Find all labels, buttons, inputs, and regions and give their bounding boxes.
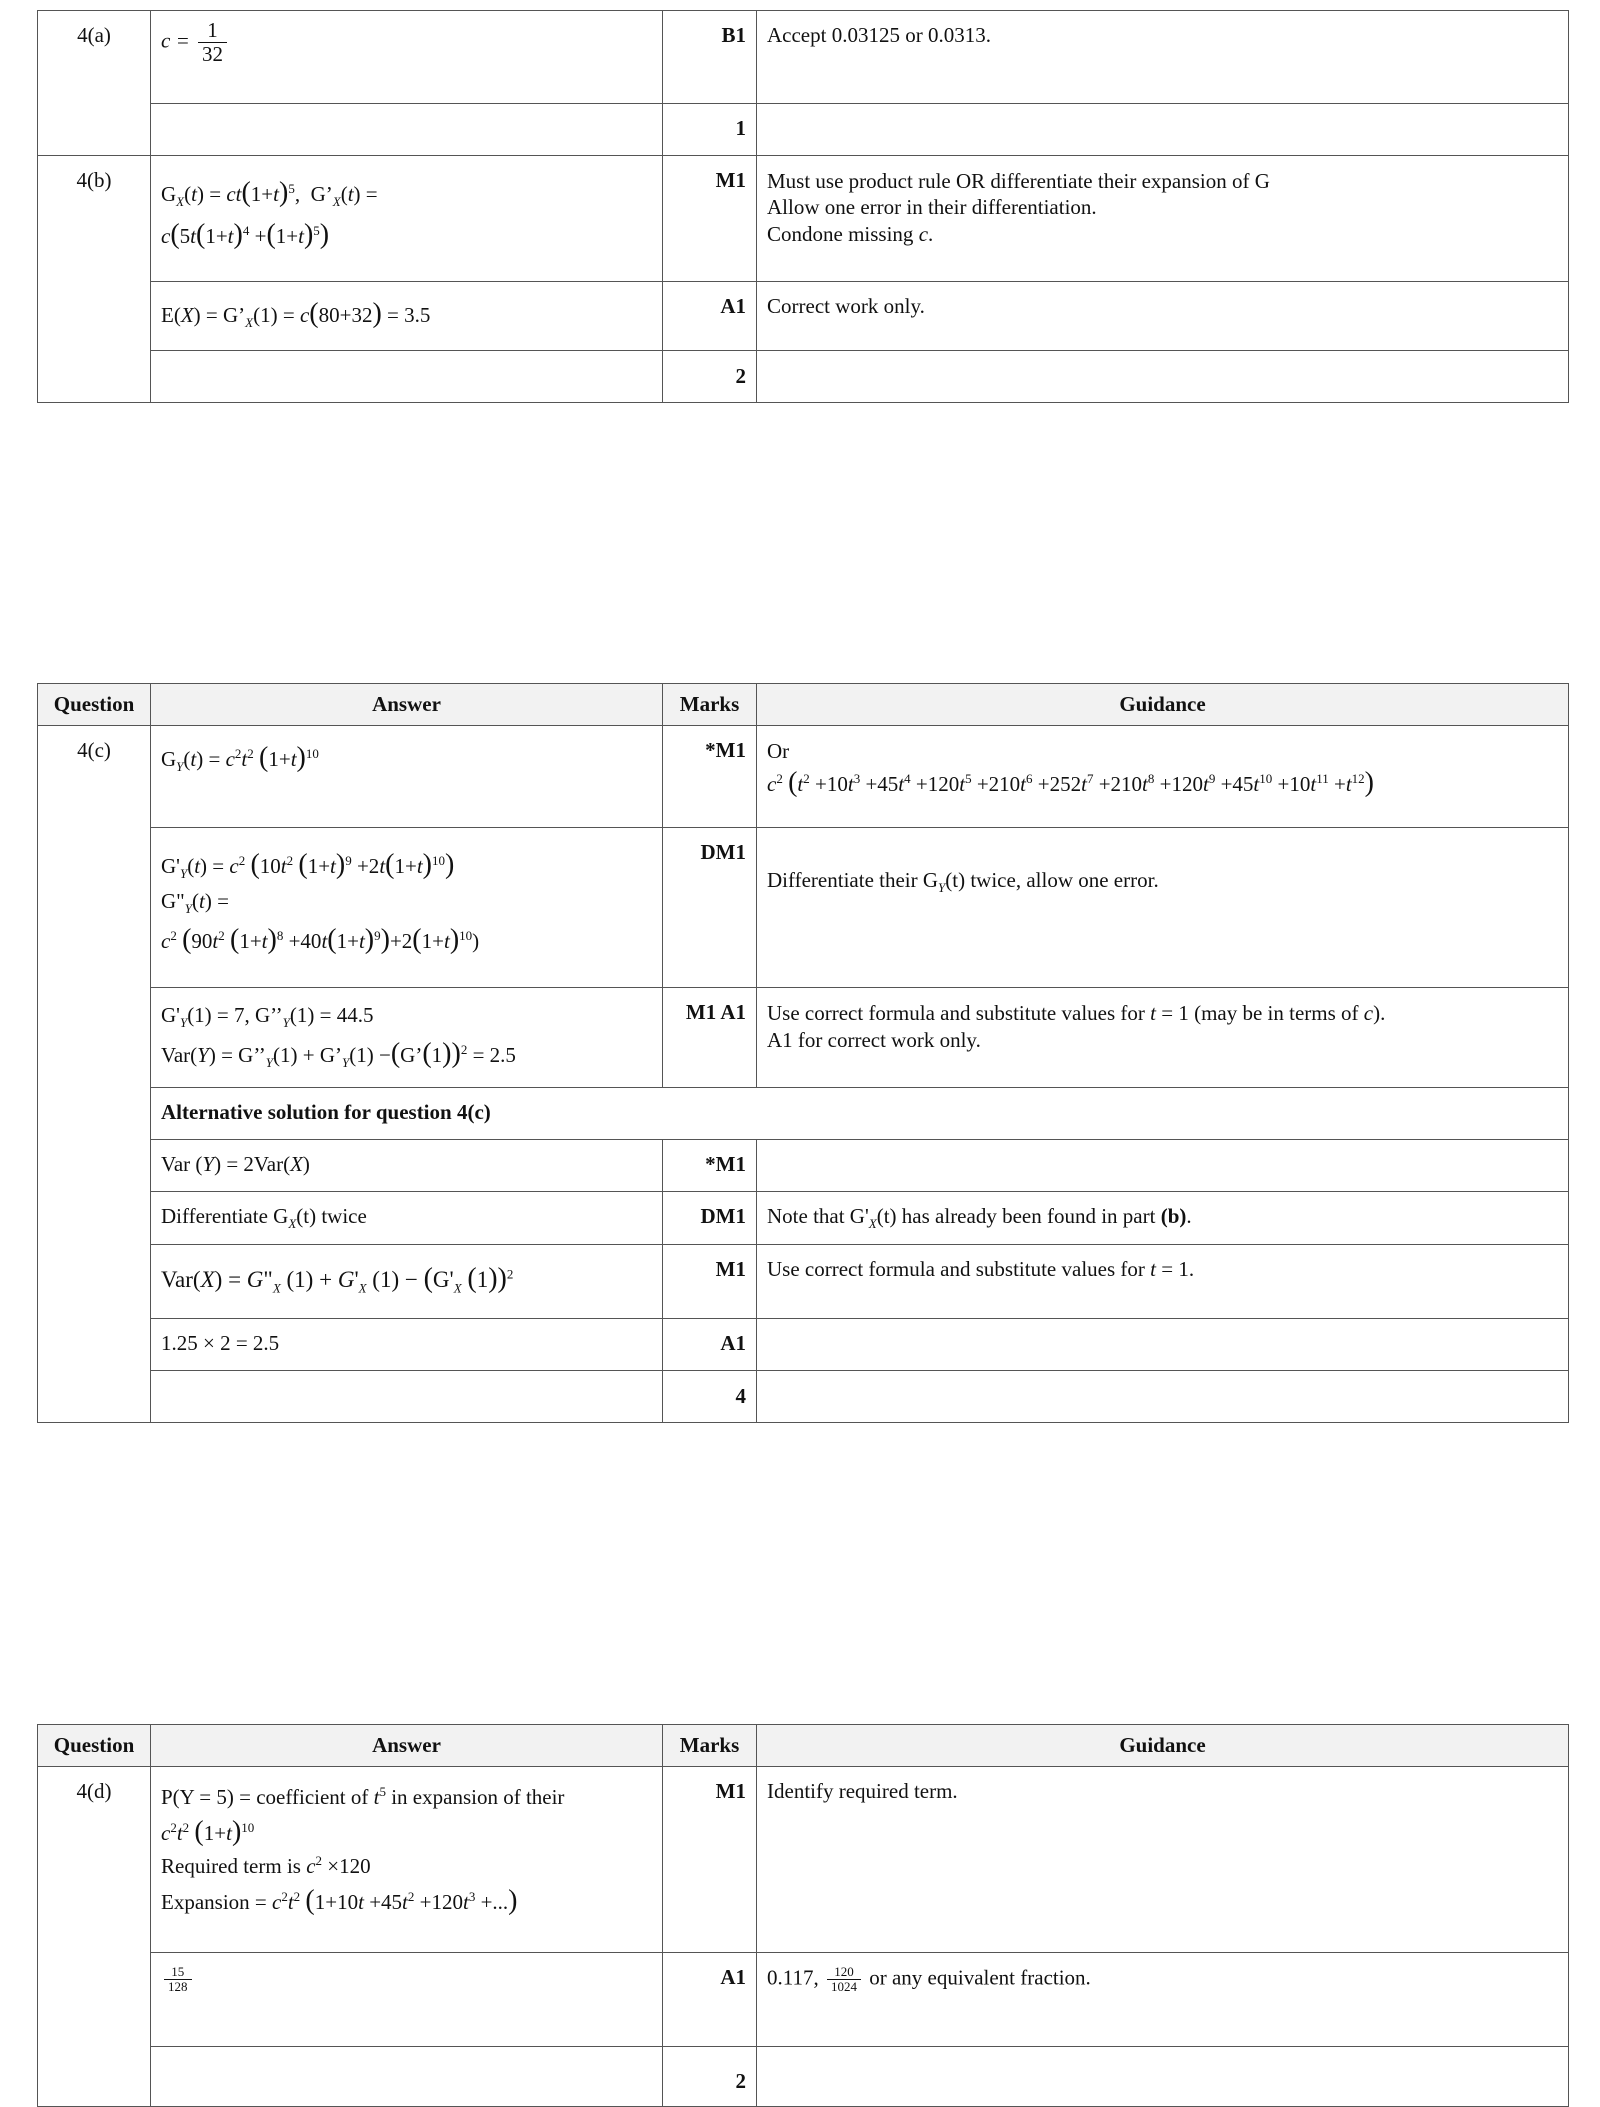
answer-4c-2: $G'_Y(t) = c^2$ ($10t^2$ $(1+t)^9 +2t(1+t)^{10}$) $G"_Y(t)$ = $c^2$ ($90t^2$ $(1+t)^8 +40t(1+t)^9)+2(1+t)^{10}$) xyxy=(151,828,663,988)
row-4c-1 xyxy=(38,726,1569,828)
answer-4c-3: $G'_Y(1) = 7$, $G’’_Y(1) = 44.5$ $Var(Y) = G’’_Y(1)$ + $G’_Y(1)$ −(G’(1))$^2$ = 2.5 xyxy=(151,988,663,1088)
row-4b-total xyxy=(38,351,1569,403)
header-guidance: Guidance xyxy=(757,1725,1569,1767)
header-row-4c xyxy=(38,684,1569,726)
mark-4b-2: A1 xyxy=(663,282,757,351)
question-4a-label: 4(a) xyxy=(38,11,151,156)
guidance-4d-fraction: $\frac{120}{1024}$ xyxy=(827,1965,861,1995)
mark-4d-2: A1 xyxy=(663,1953,757,2047)
guidance-4b-1-line3: Condone missing c. xyxy=(767,221,934,246)
alt-solution-heading: Alternative solution for question 4(c) xyxy=(151,1088,1569,1140)
answer-4a-c: c = xyxy=(161,28,190,53)
guidance-4b-1-line1: Must use product rule OR differentiate their expansion of G xyxy=(767,169,1270,193)
guidance-4c-3: Use correct formula and substitute values for t = 1 (may be in terms of c). A1 for correct work only. xyxy=(757,988,1569,1088)
row-4d-total xyxy=(38,2047,1569,2107)
answer-4d-1: P(Y = 5) = coefficient of $t^5$ in expansion of their $c^2t^2$ $(1+t)^{10}$ Required term is $c^2 \times 120$ Expansion = $c^2t^2$ ($1+10t +45t^2 +120t^3$ +...) xyxy=(151,1767,663,1953)
row-4c-alt-4 xyxy=(38,1319,1569,1371)
guidance-4b-2: Correct work only. xyxy=(757,282,1569,351)
answer-4c-alt-3: $Var(X) = G"_X$ $(1) + G'_X$ $(1) - (G'_X$ (1))$^2$ xyxy=(151,1245,663,1319)
header-guidance: Guidance xyxy=(757,684,1569,726)
answer-4a-numerator: 1 xyxy=(207,18,218,42)
answer-4b-line2: $E(X) = G’_X(1) = c(80+32) = 3.5$ xyxy=(151,282,663,351)
total-4b: 2 xyxy=(663,351,757,403)
total-4c: 4 xyxy=(663,1371,757,1423)
question-4c-label: 4(c) xyxy=(38,726,151,1423)
answer-4d-2 xyxy=(151,1953,663,2047)
guidance-4a: Accept 0.03125 or 0.0313. xyxy=(757,11,1569,104)
guidance-4d-2: 0.117, $\frac{120}{1024}$ or any equivalent fraction. xyxy=(757,1953,1569,2047)
mark-4c-2: DM1 xyxy=(663,828,757,988)
mark-4d-1: M1 xyxy=(663,1767,757,1953)
guidance-4b-1-line2: Allow one error in their differentiation. xyxy=(767,195,1097,220)
mark-4a: B1 xyxy=(663,11,757,104)
mark-4b-1: M1 xyxy=(663,156,757,282)
answer-4b-line1: $G_X(t) = ct(1+t)^5$, $G’_X(t)$ = $c(5t(1+t)^4 +(1+t)^5)$ xyxy=(151,156,663,282)
answer-4c-alt-2: Differentiate $G_X(t)$ twice xyxy=(151,1192,663,1245)
row-4c-alt-3 xyxy=(38,1245,1569,1319)
mark-4c-alt-4: A1 xyxy=(663,1319,757,1371)
header-question: Question xyxy=(38,1725,151,1767)
guidance-4d-1: Identify required term. xyxy=(757,1767,1569,1953)
header-question: Question xyxy=(38,684,151,726)
row-4d-1 xyxy=(38,1767,1569,1953)
row-4c-alt-1 xyxy=(38,1140,1569,1192)
question-4d-label: 4(d) xyxy=(38,1767,151,2107)
header-answer: Answer xyxy=(151,684,663,726)
mark-4c-1: *M1 xyxy=(663,726,757,828)
answer-4d-fraction: $\frac{15}{128}$ xyxy=(164,1965,192,1995)
guidance-4c-alt-3: Use correct formula and substitute values for t = 1. xyxy=(757,1245,1569,1319)
answer-4c-alt-1: Var (Y) = 2Var(X) xyxy=(151,1140,663,1192)
answer-4a-denominator: 32 xyxy=(198,42,227,66)
mark-4c-alt-1: *M1 xyxy=(663,1140,757,1192)
total-4d: 2 xyxy=(663,2047,757,2107)
guidance-4b-1 xyxy=(757,156,1569,282)
header-answer: Answer xyxy=(151,1725,663,1767)
guidance-4c-1: Or $c^2$ $(t^2 +10t^3 +45t^4 +120t^5 +210t^6 +252t^7 +210t^8 +120t^9 +45t^{10} +10t^{11} +t^{12})$ xyxy=(757,726,1569,828)
answer-4a xyxy=(151,11,663,104)
header-row-4d xyxy=(38,1725,1569,1767)
row-4c-3 xyxy=(38,988,1569,1088)
mark-4c-alt-3: M1 xyxy=(663,1245,757,1319)
row-4c-alt-2 xyxy=(38,1192,1569,1245)
mark-4c-alt-2: DM1 xyxy=(663,1192,757,1245)
mark-4c-3: M1 A1 xyxy=(663,988,757,1088)
question-4b-label: 4(b) xyxy=(38,156,151,403)
mark-scheme-table-4ab xyxy=(37,10,1569,403)
header-marks: Marks xyxy=(663,684,757,726)
row-4c-alt-heading xyxy=(38,1088,1569,1140)
answer-4c-alt-4: 1.25 × 2 = 2.5 xyxy=(151,1319,663,1371)
row-4c-2 xyxy=(38,828,1569,988)
row-4c-total xyxy=(38,1371,1569,1423)
guidance-4c-3-line2: A1 for correct work only. xyxy=(767,1028,981,1053)
mark-scheme-table-4c xyxy=(37,683,1569,1423)
mark-scheme-table-4d xyxy=(37,1724,1569,2107)
row-4b-1 xyxy=(38,156,1569,282)
row-4a-total xyxy=(38,104,1569,156)
guidance-4c-1-or: Or xyxy=(767,739,790,763)
row-4d-2 xyxy=(38,1953,1569,2047)
header-marks: Marks xyxy=(663,1725,757,1767)
answer-4a-fraction xyxy=(198,19,227,66)
row-4a xyxy=(38,11,1569,104)
answer-4c-1: $G_Y(t) = c^2t^2$ $(1+t)^{10}$ xyxy=(151,726,663,828)
guidance-4c-2: Differentiate their $G_Y(t)$ twice, allow one error. xyxy=(757,828,1569,988)
total-4a: 1 xyxy=(663,104,757,156)
guidance-4c-alt-2: Note that $G'_X(t)$ has already been found in part (b). xyxy=(757,1192,1569,1245)
row-4b-2 xyxy=(38,282,1569,351)
